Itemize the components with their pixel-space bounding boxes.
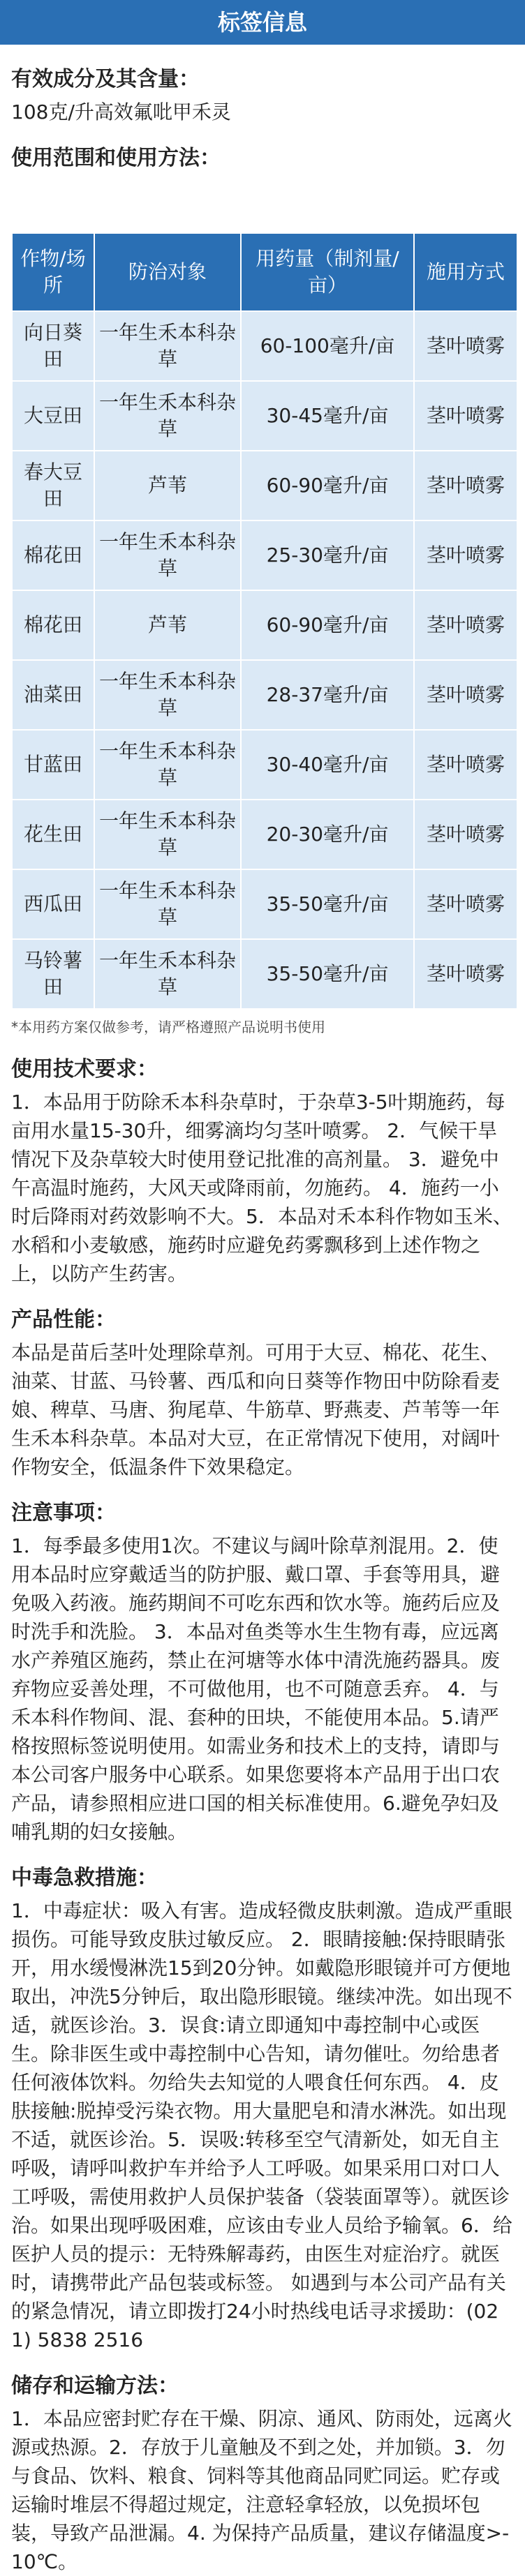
- table-row: [12, 311, 517, 381]
- firstaid-title: 中毒急救措施：: [11, 1866, 158, 1890]
- cell-target: 一年生禾本科杂草: [94, 939, 241, 1009]
- cell-crop: 花生田: [12, 800, 94, 869]
- performance-text: 本品是苗后茎叶处理除草剂。可用于大豆、棉花、花生、油菜、甘蓝、马铃薯、西瓜和向日葵等作物田中防除看麦娘、稗草、马唐、狗尾草、牛筋草、野燕麦、芦苇等一年生禾本科杂草。本品对大豆，在正常情况下使用，对阔叶作物安全，低温条件下效果稳定。: [11, 1341, 501, 1478]
- cell-dose: 60-90毫升/亩: [241, 451, 414, 521]
- cell-method: 茎叶喷雾: [414, 730, 517, 800]
- cell-crop: 西瓜田: [12, 869, 94, 939]
- cell-crop: 棉花田: [12, 521, 94, 590]
- cell-dose: 20-30毫升/亩: [241, 800, 414, 869]
- storage-title: 储存和运输方法：: [11, 2374, 179, 2398]
- cell-method: 茎叶喷雾: [414, 451, 517, 521]
- performance-title: 产品性能：: [11, 1308, 116, 1332]
- cell-method: 茎叶喷雾: [414, 869, 517, 939]
- cell-target: 芦苇: [94, 451, 241, 521]
- table-row: [12, 381, 517, 451]
- cell-crop: 甘蓝田: [12, 730, 94, 800]
- cell-crop: 大豆田: [12, 381, 94, 451]
- column-header-crop: 作物/场所: [12, 233, 94, 311]
- caution-text: 1．每季最多使用1次。不建议与阔叶除草剂混用。2．使用本品时应穿戴适当的防护服、戴口罩、手套等用具，避免吸入药液。施药期间不可吃东西和饮水等。施药后应及时洗手和洗脸。 3．本品对鱼类等水生生物有毒，应远离水产养殖区施药，禁止在河塘等水体中清洗施药器具。废弃物应妥善处理，不可做他用，也不可随意丢弃。 4．与禾本科作物间、混、套种的田块，不能使用本品。5.请严格按照标签说明使用。如需业务和技术上的支持，请即与本公司客户服务中心联系。如果您要将本产品用于出口农产品，请参照相应进口国的相关标准使用。6.避免孕妇及哺乳期的妇女接触。: [11, 1534, 501, 1843]
- cell-target: 芦苇: [94, 590, 241, 660]
- cell-dose: 28-37毫升/亩: [241, 660, 414, 730]
- ingredient-title: 有效成分及其含量：: [11, 67, 200, 91]
- cell-method: 茎叶喷雾: [414, 939, 517, 1009]
- cell-target: 一年生禾本科杂草: [94, 311, 241, 381]
- table-row: [12, 869, 517, 939]
- table-row: [12, 590, 517, 660]
- cell-target: 一年生禾本科杂草: [94, 521, 241, 590]
- cell-method: 茎叶喷雾: [414, 521, 517, 590]
- cell-dose: 35-50毫升/亩: [241, 939, 414, 1009]
- table-header-row: [12, 233, 517, 311]
- usage-note: *本用药方案仅做参考，请严格遵照产品说明书使用: [11, 1019, 325, 1035]
- table-row: [12, 939, 517, 1009]
- cell-method: 茎叶喷雾: [414, 590, 517, 660]
- table-row: [12, 451, 517, 521]
- cell-dose: 60-90毫升/亩: [241, 590, 414, 660]
- cell-crop: 春大豆田: [12, 451, 94, 521]
- column-header-method: 施用方式: [414, 233, 517, 311]
- cell-crop: 向日葵田: [12, 311, 94, 381]
- label-content: [0, 45, 525, 2576]
- storage-text: 1．本品应密封贮存在干燥、阴凉、通风、防雨处，远离火源或热源。2．存放于儿童触及不到之处，并加锁。3．勿与食品、饮料、粮食、饲料等其他商品同贮同运。贮存或运输时堆层不得超过规定，注意轻拿轻放，以免损坏包装，导致产品泄漏。4. 为保持产品质量，建议存储温度>-10℃。: [11, 2407, 512, 2573]
- cell-target: 一年生禾本科杂草: [94, 660, 241, 730]
- cell-target: 一年生禾本科杂草: [94, 381, 241, 451]
- table-row: [12, 800, 517, 869]
- cell-dose: 30-45毫升/亩: [241, 381, 414, 451]
- cell-dose: 60-100毫升/亩: [241, 311, 414, 381]
- cell-crop: 油菜田: [12, 660, 94, 730]
- table-row: [12, 660, 517, 730]
- cell-crop: 马铃薯田: [12, 939, 94, 1009]
- table-row: [12, 730, 517, 800]
- cell-crop: 棉花田: [12, 590, 94, 660]
- cell-method: 茎叶喷雾: [414, 800, 517, 869]
- cell-target: 一年生禾本科杂草: [94, 869, 241, 939]
- cell-dose: 25-30毫升/亩: [241, 521, 414, 590]
- cell-method: 茎叶喷雾: [414, 381, 517, 451]
- cell-method: 茎叶喷雾: [414, 311, 517, 381]
- cell-dose: 30-40毫升/亩: [241, 730, 414, 800]
- technique-title: 使用技术要求：: [11, 1057, 158, 1081]
- cell-target: 一年生禾本科杂草: [94, 800, 241, 869]
- cell-dose: 35-50毫升/亩: [241, 869, 414, 939]
- firstaid-text: 1．中毒症状：吸入有害。造成轻微皮肤刺激。造成严重眼损伤。可能导致皮肤过敏反应。 2．眼睛接触:保持眼睛张开，用水缓慢淋洗15到20分钟。如戴隐形眼镜并可方便地取出，冲洗5分钟后，取出隐形眼镜。继续冲洗。如出现不适，就医诊治。3．误食:请立即通知中毒控制中心或医生。除非医生或中毒控制中心告知，请勿催吐。勿给患者任何液体饮料。勿给失去知觉的人喂食任何东西。 4．皮肤接触:脱掉受污染衣物。用大量肥皂和清水淋洗。如出现不适，就医诊治。5．误吸:转移至空气清新处，如无自主呼吸，请呼叫救护车并给予人工呼吸。如果采用口对口人工呼吸，需使用救护人员保护装备（袋装面罩等）。就医诊治。如果出现呼吸困难，应该由专业人员给予输氧。6．给医护人员的提示：无特殊解毒药，由医生对症治疗。就医时，请携带此产品包装或标签。 如遇到与本公司产品有关的紧急情况，请立即拨打24小时热线电话寻求援助：(021) 5838 2516: [11, 1899, 512, 2351]
- cell-target: 一年生禾本科杂草: [94, 730, 241, 800]
- usage-table: [11, 232, 518, 1010]
- column-header-target: 防治对象: [94, 233, 241, 311]
- page-title: 标签信息: [217, 9, 307, 36]
- cell-method: 茎叶喷雾: [414, 660, 517, 730]
- technique-text: 1．本品用于防除禾本科杂草时，于杂草3-5叶期施药，每亩用水量15-30升，细雾滴均匀茎叶喷雾。 2．气候干旱情况下及杂草较大时使用登记批准的高剂量。 3．避免中午高温时施药，大风天或降雨前，勿施药。 4．施药一小时后降雨对药效影响不大。5．本品对禾本科作物如玉米、水稻和小麦敏感，施药时应避免药雾飘移到上述作物之上，以防产生药害。: [11, 1091, 512, 1285]
- column-header-dose: 用药量（制剂量/亩）: [241, 233, 414, 311]
- usage-title: 使用范围和使用方法：: [11, 146, 221, 170]
- caution-title: 注意事项：: [11, 1501, 116, 1525]
- page-header: [0, 0, 525, 45]
- ingredient-value: 108克/升高效氟吡甲禾灵: [11, 100, 231, 123]
- table-row: [12, 521, 517, 590]
